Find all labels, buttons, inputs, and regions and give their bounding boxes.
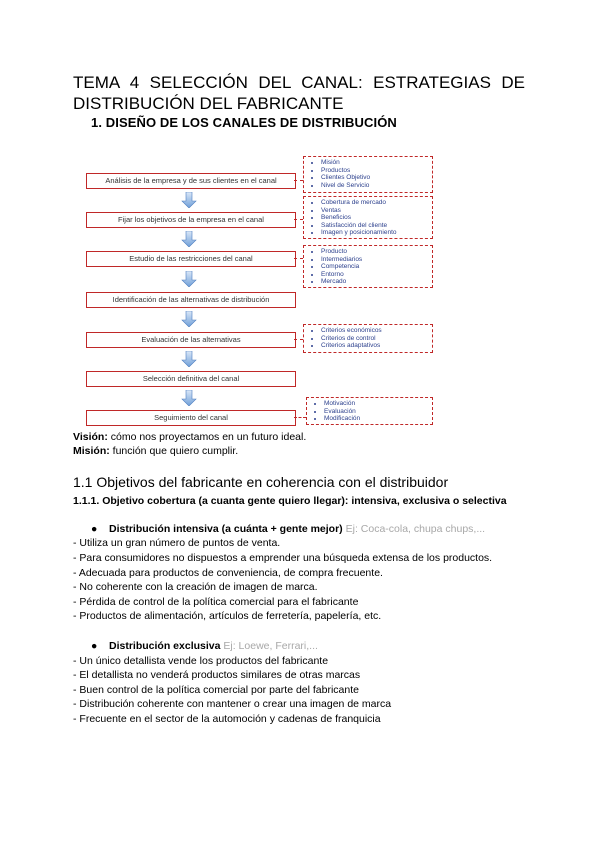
note-box-2	[303, 196, 433, 239]
list-line: - Productos de alimentación, artículos de ferretería, papelería, etc.	[73, 610, 382, 622]
note-item: • Beneficios	[321, 214, 432, 222]
note-box-4	[303, 324, 433, 353]
bullet-example: Ej: Loewe, Ferrari,...	[220, 640, 318, 652]
down-arrow-icon	[181, 351, 197, 367]
note-item: • Criterios de control	[321, 335, 432, 343]
list-line: - Distribución coherente con mantener o crear una imagen de marca	[73, 698, 392, 710]
note-item: • Misión	[321, 159, 432, 167]
down-arrow-icon	[181, 271, 197, 287]
note-box-1	[303, 156, 433, 193]
list-line: - Un único detallista vende los productos del fabricante	[73, 655, 329, 667]
note-item: • Evaluación	[324, 408, 432, 416]
note-item: • Satisfacción del cliente	[321, 222, 432, 230]
note-item: • Modificación	[324, 415, 432, 423]
list-line: - Pérdida de control de la política comercial para el fabricante	[73, 596, 359, 608]
list-line: - Para consumidores no dispuestos a emprender una búsqueda extensa de los productos.	[73, 552, 493, 564]
step-box-7: Seguimiento del canal	[86, 410, 296, 426]
bullet-dot: ●	[91, 640, 98, 652]
mision-definition	[73, 444, 238, 458]
down-arrow-icon	[181, 311, 197, 327]
note-box-5	[306, 397, 433, 425]
bullet-label: Distribución intensiva (a cuánta + gente mejor)	[109, 523, 343, 535]
list-line: - No coherente con la creación de imagen de marca.	[73, 581, 318, 593]
note-item: • Competencia	[321, 263, 432, 271]
connector-line	[294, 258, 303, 259]
down-arrow-icon	[181, 390, 197, 406]
step-box-5: Evaluación de las alternativas	[86, 332, 296, 348]
document-title: TEMA 4 SELECCIÓN DEL CANAL: ESTRATEGIAS DE DISTRIBUCIÓN DEL FABRICANTE	[73, 73, 525, 113]
note-item: • Entorno	[321, 271, 432, 279]
vision-text: cómo nos proyectamos en un futuro ideal.	[107, 431, 307, 443]
vision-definition	[73, 430, 306, 444]
down-arrow-icon	[181, 192, 197, 208]
step-box-4: Identificación de las alternativas de distribución	[86, 292, 296, 308]
bullet-exclusiva	[91, 639, 318, 653]
bullet-dot: ●	[91, 523, 98, 535]
list-line: - Buen control de la política comercial por parte del fabricante	[73, 684, 359, 696]
connector-line	[294, 180, 303, 181]
note-item: • Criterios adaptativos	[321, 342, 432, 350]
note-box-3	[303, 245, 433, 288]
note-item: • Motivación	[324, 400, 432, 408]
note-item: • Intermediarios	[321, 256, 432, 264]
step-box-1: Análisis de la empresa y de sus clientes en el canal	[86, 173, 296, 189]
bullet-intensiva	[91, 522, 485, 536]
mision-text: función que quiero cumplir.	[109, 445, 239, 457]
note-item: • Clientes Objetivo	[321, 174, 432, 182]
list-line: - El detallista no venderá productos similares de otras marcas	[73, 669, 361, 681]
connector-line	[294, 417, 306, 418]
mision-label: Misión:	[73, 445, 110, 457]
note-item: • Imagen y posicionamiento	[321, 229, 432, 237]
down-arrow-icon	[181, 231, 197, 247]
list-line: - Frecuente en el sector de la automoción y cadenas de franquicia	[73, 713, 381, 725]
bullet-example: Ej: Coca-cola, chupa chups,...	[342, 523, 486, 535]
vision-label: Visión:	[73, 431, 108, 443]
note-item: • Mercado	[321, 278, 432, 286]
section-heading-1-1-1: 1.1.1. Objetivo cobertura (a cuanta gente quiero llegar): intensiva, exclusiva o selectiva	[73, 495, 507, 507]
step-box-6: Selección definitiva del canal	[86, 371, 296, 387]
connector-line	[294, 219, 303, 220]
note-item: • Criterios económicos	[321, 327, 432, 335]
note-item: • Productos	[321, 167, 432, 175]
note-item: • Producto	[321, 248, 432, 256]
list-line: - Adecuada para productos de conveniencia, de compra frecuente.	[73, 567, 383, 579]
note-item: • Cobertura de mercado	[321, 199, 432, 207]
section-heading-1: 1. DISEÑO DE LOS CANALES DE DISTRIBUCIÓN	[91, 115, 397, 130]
step-box-3: Estudio de las restricciones del canal	[86, 251, 296, 267]
section-heading-1-1: 1.1 Objetivos del fabricante en coherencia con el distribuidor	[73, 474, 449, 490]
list-line: - Utiliza un gran número de puntos de venta.	[73, 537, 281, 549]
connector-line	[294, 339, 303, 340]
note-item: • Nivel de Servicio	[321, 182, 432, 190]
step-box-2: Fijar los objetivos de la empresa en el canal	[86, 212, 296, 228]
note-item: • Ventas	[321, 207, 432, 215]
bullet-label: Distribución exclusiva	[109, 640, 221, 652]
